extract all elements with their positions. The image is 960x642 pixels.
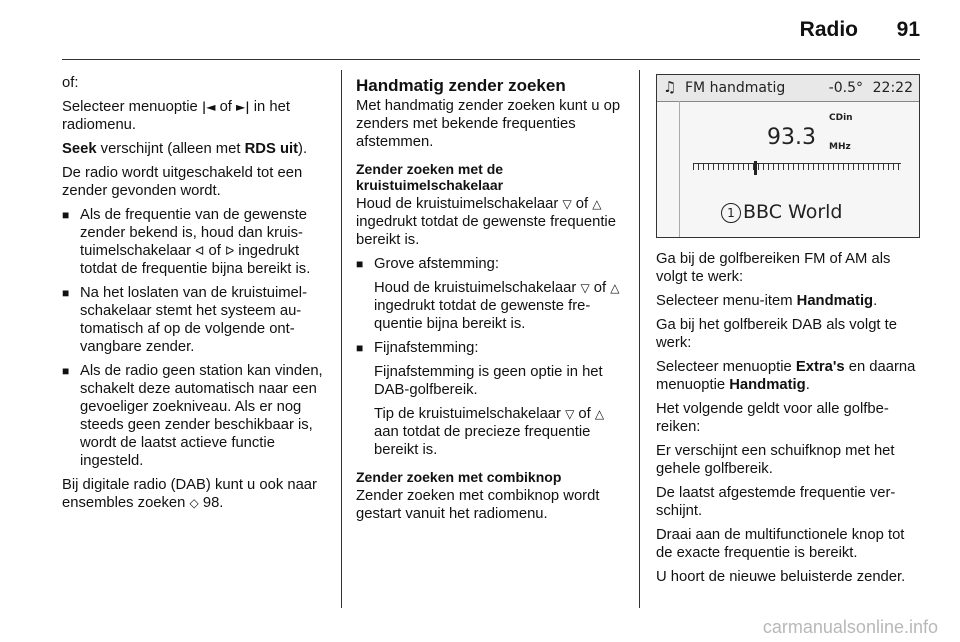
text: . — [873, 293, 878, 309]
text: Fijnafstemming is geen optie in het DAB-golfbereik. — [374, 364, 603, 398]
arrow-down-icon: ▽ — [562, 197, 572, 211]
text: Met handmatig zender zoeken kunt u op zenders met bekende frequenties afstemmen. — [356, 98, 621, 150]
text: of — [571, 196, 593, 212]
text: De laatst afgestemde frequentie verschijnt. — [656, 485, 896, 519]
text: aan totdat de precieze frequentie bereikt is. — [374, 424, 591, 458]
paragraph — [62, 74, 328, 92]
text: Fijnafstemming: — [374, 340, 479, 356]
column-3 — [656, 74, 922, 592]
paragraph — [62, 98, 328, 134]
radio-mode: FM handmatig — [685, 80, 786, 96]
header-rule — [62, 59, 920, 60]
subheading-rocker-search: Zender zoeken met de kruistuimelschakelaar — [356, 161, 504, 193]
term-seek: Seek — [62, 141, 97, 157]
paragraph — [656, 358, 922, 394]
clock: 22:22 — [872, 80, 913, 96]
paragraph — [356, 97, 624, 151]
paragraph — [356, 195, 624, 249]
paragraph — [62, 140, 328, 158]
paragraph — [656, 526, 922, 562]
list-item — [62, 362, 328, 470]
list-item — [62, 206, 328, 278]
paragraph — [62, 164, 328, 200]
term-manual: Handmatig — [729, 377, 806, 393]
column-divider-1 — [341, 70, 342, 608]
preset-number: 1 — [721, 203, 741, 223]
seek-forward-icon: ►| — [236, 100, 250, 114]
list-item — [62, 284, 328, 356]
paragraph — [356, 363, 624, 399]
paragraph — [656, 250, 922, 286]
text: Er verschijnt een schuifknop met het gehele golfbereik. — [656, 443, 895, 477]
text: U hoort de nieuwe beluisterde zender. — [656, 569, 906, 585]
text: verschijnt (alleen met — [96, 141, 245, 157]
radio-status-bar — [657, 75, 919, 102]
arrow-up-icon: △ — [594, 407, 605, 421]
paragraph — [62, 476, 328, 512]
paragraph — [356, 487, 624, 523]
text: Selecteer menuoptie — [62, 99, 202, 115]
paragraph — [356, 279, 624, 333]
text: in het radiomenu. — [62, 99, 290, 133]
frequency-unit: MHz — [829, 142, 851, 152]
radio-display — [656, 74, 920, 238]
column-1 — [62, 74, 328, 518]
text: Als de frequentie van de gewenste zender bekend is, houd dan kruistuimelschakelaar — [80, 207, 308, 259]
text: Na het loslaten van de kruistuimelschakelaar stemt het systeem automatisch af op de volgende ontvangbare zender. — [80, 285, 308, 355]
paragraph — [656, 292, 922, 310]
section-title: Radio — [799, 18, 858, 41]
paragraph — [656, 400, 922, 436]
text: . — [805, 377, 810, 393]
text: Als de radio geen station kan vinden, schakelt deze automatisch naar een gevoeliger zoekniveau. Als er nog steeds geen zender beschikbaar is, wordt de laatst actieve functie ingesteld. — [80, 363, 323, 469]
text: Grove afstemming: — [374, 256, 499, 272]
text: Bij digitale radio (DAB) kunt u ook naar ensembles zoeken — [62, 477, 317, 511]
arrow-right-icon: ᐅ — [224, 244, 235, 258]
page-number: 91 — [896, 18, 920, 41]
text: Het volgende geldt voor alle golfbereiken: — [656, 401, 889, 435]
arrow-up-icon: △ — [592, 197, 602, 211]
text: ). — [298, 141, 308, 157]
text: Selecteer menu-item — [656, 293, 797, 309]
watermark: carmanualsonline.info — [762, 617, 938, 637]
text: Ga bij het golfbereik DAB als volgt te werk: — [656, 317, 897, 351]
column-2 — [356, 74, 624, 529]
text: De radio wordt uitgeschakeld tot een zender gevonden wordt. — [62, 165, 303, 199]
heading-manual-search: Handmatig zender zoeken — [356, 76, 566, 95]
text: Tip de kruistuimelschakelaar — [374, 406, 566, 422]
arrow-up-icon: △ — [610, 281, 620, 295]
station-name: BBC World — [743, 201, 843, 223]
text: ingedrukt totdat de frequentie bijna bereikt is. — [80, 243, 311, 277]
term-extras: Extra's — [795, 359, 845, 375]
tuning-slider[interactable] — [754, 161, 757, 175]
frequency: 93.3 — [767, 125, 816, 150]
list-item — [356, 339, 624, 357]
text: of — [574, 406, 595, 422]
page-reference-icon: ◇ — [189, 496, 199, 510]
text: ingedrukt totdat de gewenste frequentie bereikt is. — [356, 214, 616, 248]
column-divider-2 — [639, 70, 640, 608]
term-rds-off: RDS uit — [244, 141, 299, 157]
page-header — [0, 0, 960, 60]
subheading-knob-search: Zender zoeken met combiknop — [356, 469, 562, 485]
seek-back-icon: |◄ — [201, 100, 216, 114]
tuning-ticks — [693, 164, 901, 170]
paragraph — [356, 405, 624, 459]
text: of — [204, 243, 225, 259]
text: Zender zoeken met combiknop wordt gestart vanuit het radiomenu. — [356, 488, 600, 522]
side-bar — [665, 101, 680, 237]
text: en daarna menuoptie — [656, 359, 916, 393]
text: Ga bij de golfbereiken FM of AM als volgt te werk: — [656, 251, 891, 285]
music-note-icon: ♫ — [663, 78, 677, 96]
text: of — [589, 280, 611, 296]
text: Houd de kruistuimelschakelaar — [356, 196, 563, 212]
text: Draai aan de multifunctionele knop tot de exacte frequentie is bereikt. — [656, 527, 905, 561]
list-item — [356, 255, 624, 273]
text: of — [215, 99, 237, 115]
outside-temperature: -0.5° — [828, 80, 863, 96]
term-manual: Handmatig — [796, 293, 874, 309]
arrow-down-icon: ▽ — [580, 281, 590, 295]
paragraph — [656, 442, 922, 478]
text: ingedrukt totdat de gewenste frequentie bijna bereikt is. — [374, 298, 591, 332]
text: Selecteer menuoptie — [656, 359, 796, 375]
paragraph — [656, 568, 922, 586]
page-reference: 98. — [198, 495, 224, 511]
source-label: CDin — [829, 113, 853, 123]
page-footer — [0, 618, 960, 642]
arrow-left-icon: ᐊ — [195, 244, 205, 258]
paragraph — [656, 316, 922, 352]
paragraph — [656, 484, 922, 520]
arrow-down-icon: ▽ — [565, 407, 575, 421]
text: Houd de kruistuimelschakelaar — [374, 280, 581, 296]
text: of: — [62, 75, 79, 91]
